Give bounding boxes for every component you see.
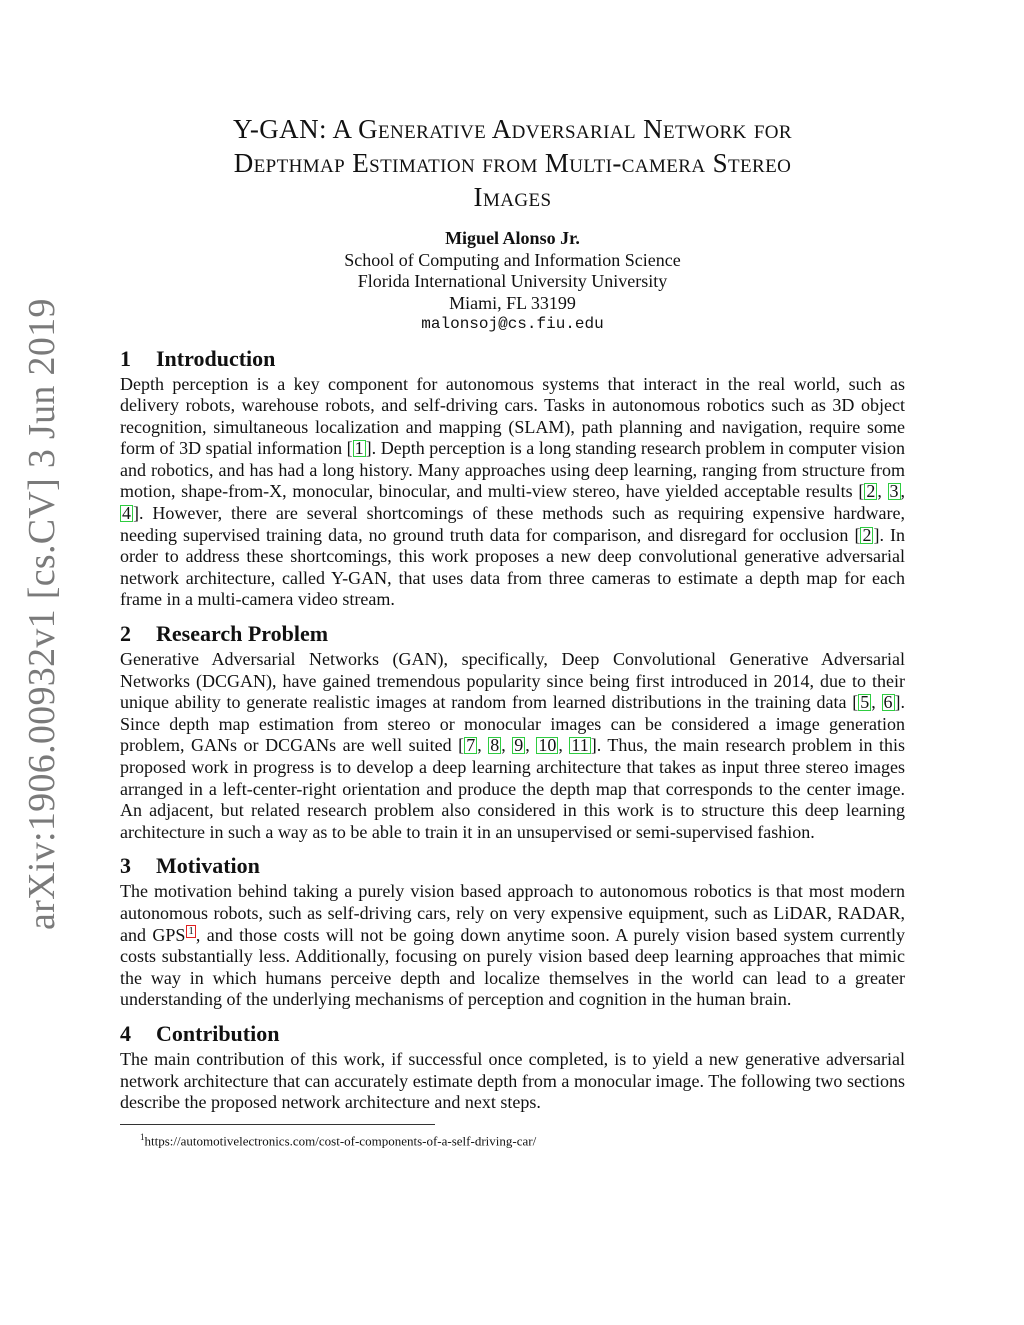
footnote: [140, 1129, 905, 1149]
citation-link[interactable]: 8: [490, 735, 500, 756]
section-heading-research-problem: [120, 621, 905, 647]
section-title: Introduction: [156, 345, 276, 371]
section-number: 2: [120, 621, 131, 647]
author-school: School of Computing and Information Science: [344, 249, 681, 270]
citation-link[interactable]: 3: [889, 481, 899, 502]
citation-link[interactable]: 4: [122, 503, 131, 524]
author-university: Florida International University University: [357, 271, 668, 291]
motivation-paragraph: The motivation behind taking a purely vision based approach to autonomous robotics is that most modern autonomous robots, such as self-driving cars, rely on very expensive equipment, such as LiDAR, RADAR, and GPS 1 , and those costs will not be going down anytime soon. A purely vision based system currently costs substantially less. Additionally, focusing on purely vision based deep learning approaches that mimic the way in which humans perceive depth and localize themselves in the world can lead to a greater understanding of the underlying mechanisms of perception and cognition in the human brain.: [120, 881, 906, 1010]
research-problem-paragraph: Generative Adversarial Networks (GAN), specifically, Deep Convolutional Generative Adversarial Networks (DCGAN), have gained tremendous popularity since being first introduced in 2014, due to their unique ability to generate realistic images at random from learned distributions in the training data [ 5 , 6 ]. Since depth map estimation from stereo or monocular images can be considered a image generation problem, GANs or DCGANs are well suited [ 7 , 8 , 9 , 10 , 11 ]. Thus, the main research problem in this proposed work in progress is to develop a deep learning architecture that takes as input three stereo images arranged in a left-center-right orientation and produce the depth map that corresponds to the center image. An adjacent, but related research problem also considered in this work is to structure this deep learning architecture in such a way as to be able to train it in an unsupervised or semi-supervised fashion.: [120, 649, 906, 842]
footnote-url[interactable]: https://automotivelectronics.com/cost-of-components-of-a-self-driving-car/: [144, 1133, 537, 1149]
section-title: Contribution: [156, 1020, 280, 1046]
footnote-divider: [120, 1124, 435, 1125]
section-heading-introduction: [120, 346, 905, 372]
citation-link[interactable]: 2: [862, 524, 872, 545]
section-number: 1: [120, 345, 131, 371]
citation-link[interactable]: 10: [538, 735, 557, 756]
section-heading-contribution: [120, 1021, 905, 1047]
citation-link[interactable]: 1: [354, 438, 364, 459]
citation-link[interactable]: 7: [466, 735, 476, 756]
author-location: Miami, FL 33199: [449, 292, 576, 313]
arxiv-identifier-stamp: arXiv:1906.00932v1 [cs.CV] 3 Jun 2019: [21, 298, 63, 930]
footnote-marker: 1: [140, 1131, 145, 1142]
section-title: Motivation: [156, 853, 260, 879]
footnote-reference-link[interactable]: 1: [188, 924, 194, 937]
author-email[interactable]: malonsoj@cs.fiu.edu: [421, 315, 604, 333]
author-block: [120, 228, 905, 336]
section-title: Research Problem: [156, 621, 329, 647]
contribution-paragraph: The main contribution of this work, if successful once completed, is to yield a new generative adversarial network architecture that can accurately estimate depth from a monocular image. The following two sections describe the proposed network architecture and next steps.: [120, 1048, 905, 1113]
citation-link[interactable]: 9: [514, 735, 524, 756]
section-number: 4: [120, 1020, 131, 1046]
paper-title: [120, 112, 905, 214]
citation-link[interactable]: 11: [571, 735, 589, 756]
section-heading-motivation: [120, 853, 905, 879]
author-name: Miguel Alonso Jr.: [445, 228, 580, 248]
title-line-1: Y-GAN: A Generative Adversarial Network for: [232, 114, 792, 144]
section-number: 3: [120, 853, 131, 879]
citation-link[interactable]: 2: [866, 481, 876, 502]
citation-link[interactable]: 6: [883, 692, 893, 713]
title-line-2: Depthmap Estimation from Multi-camera Stereo: [233, 148, 792, 178]
citation-link[interactable]: 5: [860, 692, 870, 713]
title-line-3: Images: [473, 182, 552, 212]
introduction-paragraph: Depth perception is a key component for autonomous systems that interact in the real world, such as delivery robots, warehouse robots, and self-driving cars. Tasks in autonomous robotics such as 3D object recognition, simultaneous localization and mapping (SLAM), path planning and navigation, require some form of 3D spatial information [ 1 ]. Depth perception is a long standing research problem in computer vision and robotics, and has had a long history. Many approaches using deep learning, ranging from structure from motion, shape-from-X, monocular, binocular, and multi-view stereo, have yielded acceptable results [ 2 , 3 , 4 ]. However, there are several shortcomings of these methods such as requiring expensive hardware, needing supervised training data, no ground truth data for comparison, and disregard for occlusion [ 2 ]. In order to address these shortcomings, this work proposes a new deep convolutional generative adversarial network architecture, called Y-GAN, that uses data from three cameras to estimate a depth map for each frame in a multi-camera video stream.: [120, 373, 906, 610]
paper-page: [120, 112, 905, 1149]
